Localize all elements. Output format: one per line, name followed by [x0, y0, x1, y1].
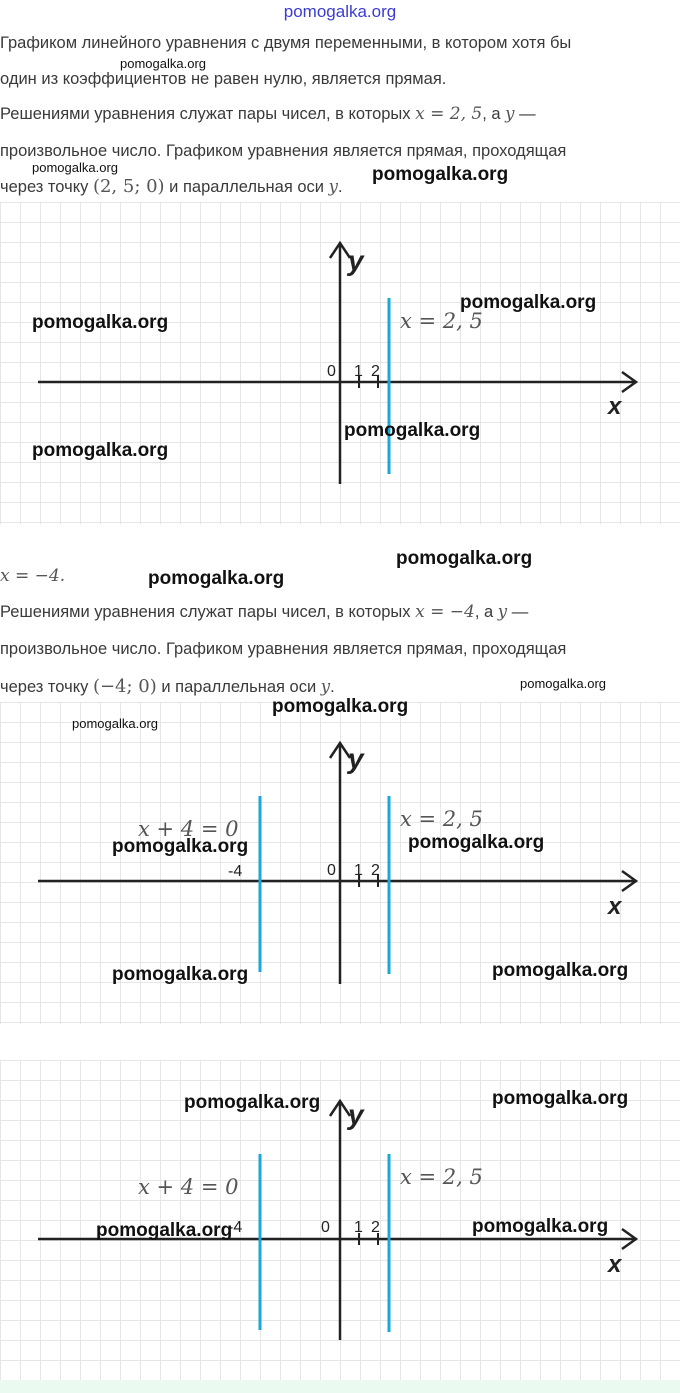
y-axis-label: y: [348, 743, 364, 774]
paragraph-line: [0, 676, 335, 697]
tick-neg4-label: -4: [228, 863, 243, 880]
bottom-strip: [0, 1380, 680, 1393]
watermark: pomogalka.org: [112, 836, 249, 857]
math-expression: (2, 5; 0): [92, 176, 165, 197]
text-segment: и параллельная оси: [164, 178, 325, 196]
text-segment: Решениями уравнения служат пары чисел, в которых: [0, 105, 411, 123]
watermark: pomogalka.org: [272, 696, 409, 717]
watermark: pomogalka.org: [32, 160, 118, 175]
watermark: pomogalka.org: [396, 548, 533, 569]
paragraph-line: один из коэффициентов не равен нулю, является прямая.: [0, 70, 447, 88]
line-x-2-5-label: x = 2, 5: [400, 1165, 483, 1189]
math-variable: y: [328, 177, 338, 196]
watermark: pomogalka.org: [520, 676, 606, 691]
tick-1-label: 1: [354, 363, 363, 380]
line-x-2-5-label: x = 2, 5: [400, 309, 483, 333]
tick-2-label: 2: [371, 1219, 380, 1236]
tick-2-label: 2: [371, 363, 380, 380]
watermark: pomogalka.org: [492, 1088, 629, 1109]
tick-1-label: 1: [354, 1219, 363, 1236]
tick-1-label: 1: [354, 862, 363, 879]
text-segment: —: [507, 603, 529, 621]
text-segment: через точку: [0, 178, 89, 196]
y-axis-label: y: [348, 245, 364, 276]
watermark: pomogalka.org: [492, 960, 629, 981]
watermark: pomogalka.org: [120, 56, 206, 71]
text-segment: , а: [474, 603, 494, 621]
text-segment: через точку: [0, 678, 89, 696]
site-watermark-top[interactable]: pomogalka.org: [283, 2, 397, 21]
x-axis-label: x: [608, 393, 622, 420]
watermark: pomogalka.org: [472, 1216, 609, 1237]
x-axis-label: x: [608, 1251, 622, 1278]
line-x-plus-4-label: x + 4 = 0: [138, 1175, 239, 1199]
graph-1: [0, 202, 680, 524]
watermark: pomogalka.org: [408, 832, 545, 853]
watermark: pomogalka.org: [460, 292, 597, 313]
watermark: pomogalka.org: [372, 164, 509, 185]
origin-label: 0: [327, 363, 336, 380]
paragraph-line: [0, 602, 528, 622]
line-x-plus-4-label: x + 4 = 0: [138, 817, 239, 841]
watermark: pomogalka.org: [32, 440, 169, 461]
watermark: pomogalka.org: [184, 1092, 321, 1113]
watermark: pomogalka.org: [32, 312, 169, 333]
text-segment: и параллельная оси: [156, 678, 317, 696]
tick-neg4-label: -4: [228, 1219, 243, 1236]
text-segment: Решениями уравнения служат пары чисел, в которых: [0, 603, 411, 621]
paragraph-line: произвольное число. Графиком уравнения является прямая, проходящая: [0, 142, 567, 160]
paragraph-line: [0, 176, 343, 197]
tick-2-label: 2: [371, 862, 380, 879]
watermark: pomogalka.org: [72, 716, 158, 731]
origin-label: 0: [321, 1219, 330, 1236]
text-segment: .: [337, 178, 343, 196]
math-variable: y: [497, 602, 508, 621]
graph-1-svg: [0, 202, 680, 524]
origin-label: 0: [327, 862, 336, 879]
math-expression: x = −4: [415, 602, 475, 622]
paragraph-line: Графиком линейного уравнения с двумя переменными, в котором хотя бы: [0, 34, 572, 52]
math-variable: y: [505, 104, 515, 123]
paragraph-line: произвольное число. Графиком уравнения является прямая, проходящая: [0, 640, 567, 658]
text-segment: —: [514, 105, 536, 123]
x-axis-label: x: [608, 893, 622, 920]
y-axis-label: y: [348, 1099, 364, 1130]
math-variable: y: [320, 677, 331, 696]
paragraph-line: [0, 104, 536, 124]
equation-x-minus-4: x = −4.: [0, 566, 66, 586]
watermark: pomogalka.org: [96, 1220, 233, 1241]
math-expression: x = 2, 5: [415, 104, 483, 124]
watermark: pomogalka.org: [112, 964, 249, 985]
text-segment: .: [330, 678, 335, 696]
text-segment: , а: [482, 105, 501, 123]
math-expression: (−4; 0): [92, 676, 157, 697]
watermark: pomogalka.org: [344, 420, 481, 441]
watermark: pomogalka.org: [148, 568, 285, 589]
line-x-2-5-label: x = 2, 5: [400, 807, 483, 831]
